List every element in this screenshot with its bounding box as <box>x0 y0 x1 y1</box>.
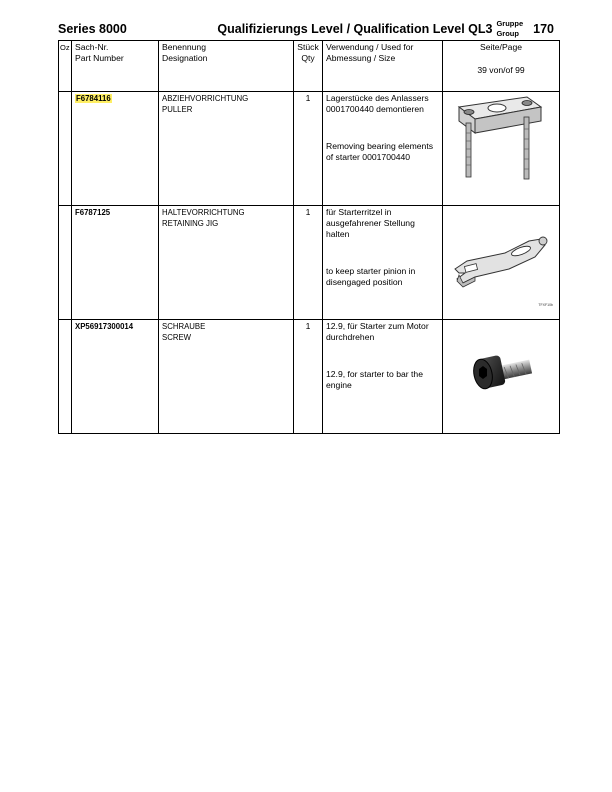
part-number-cell <box>72 320 159 434</box>
row-oz <box>59 92 72 206</box>
qty-cell: 1 <box>294 206 323 320</box>
row-oz <box>59 320 72 434</box>
screw-image <box>449 321 553 421</box>
image-cell <box>443 92 560 206</box>
used-for-en: 12.9, for starter to bar the engine <box>326 369 423 390</box>
part-number: F6787125 <box>75 208 111 217</box>
image-cell <box>443 206 560 320</box>
designation-en: SCREW <box>162 333 192 342</box>
designation-cell <box>159 320 294 434</box>
group-label-en: Group <box>496 29 519 38</box>
page-header <box>58 18 554 42</box>
col-qty-de: Stück <box>297 42 319 52</box>
puller-tool-image <box>449 93 553 197</box>
group-label <box>496 19 523 39</box>
designation-cell <box>159 206 294 320</box>
used-for-cell <box>323 320 443 434</box>
col-page-label: Seite/Page <box>479 42 523 52</box>
designation-cell <box>159 92 294 206</box>
designation-de: SCHRAUBE <box>162 322 206 331</box>
group-label-de: Gruppe <box>496 19 524 28</box>
table-row <box>59 92 560 206</box>
page-number: 39 von/of 99 <box>477 65 525 75</box>
qualification-level: Qualifizierungs Level / Qualification Level QL3 <box>217 22 493 36</box>
used-for-de: für Starterritzel in ausgefahrener Stellung halten <box>326 207 415 239</box>
col-part-number <box>72 41 159 92</box>
series-title: Series 8000 <box>58 22 127 36</box>
col-used-for <box>323 41 443 92</box>
designation-en: PULLER <box>162 105 193 114</box>
qty-cell: 1 <box>294 92 323 206</box>
part-number: F6784116 <box>76 94 111 103</box>
qualification-title <box>217 19 554 39</box>
used-for-cell <box>323 206 443 320</box>
qty-cell: 1 <box>294 320 323 434</box>
image-code: TFXF10b <box>538 303 553 307</box>
col-designation <box>159 41 294 92</box>
table-row <box>59 206 560 320</box>
row-oz <box>59 206 72 320</box>
col-designation-de: Benennung <box>162 42 206 52</box>
used-for-de: 12.9, für Starter zum Motor durchdrehen <box>326 321 429 342</box>
col-oz: Oz <box>59 41 72 92</box>
retaining-jig-image <box>449 217 553 307</box>
col-qty-en: Qty <box>301 53 315 63</box>
designation-de: HALTEVORRICHTUNG <box>162 208 245 217</box>
col-used-for-de: Verwendung / Used for <box>326 42 414 52</box>
col-designation-en: Designation <box>162 53 208 63</box>
col-page <box>443 41 560 92</box>
used-for-en: to keep starter pinion in disengaged position <box>326 266 416 287</box>
designation-en: RETAINING JIG <box>162 219 219 228</box>
part-number: XP56917300014 <box>75 322 134 331</box>
group-number: 170 <box>533 22 554 36</box>
col-qty <box>294 41 323 92</box>
part-number-cell <box>72 206 159 320</box>
col-part-number-de: Sach-Nr. <box>75 42 109 52</box>
table-row <box>59 320 560 434</box>
used-for-en: Removing bearing elements of starter 0001700440 <box>326 141 434 162</box>
table-header-row <box>59 41 560 92</box>
parts-table <box>58 40 560 434</box>
used-for-de: Lagerstücke des Anlassers 0001700440 demontieren <box>326 93 429 114</box>
col-part-number-en: Part Number <box>75 53 124 63</box>
designation-de: ABZIEHVORRICHTUNG <box>162 94 249 103</box>
col-used-for-en: Abmessung / Size <box>326 53 396 63</box>
image-cell <box>443 320 560 434</box>
used-for-cell <box>323 92 443 206</box>
part-number-cell <box>72 92 159 206</box>
